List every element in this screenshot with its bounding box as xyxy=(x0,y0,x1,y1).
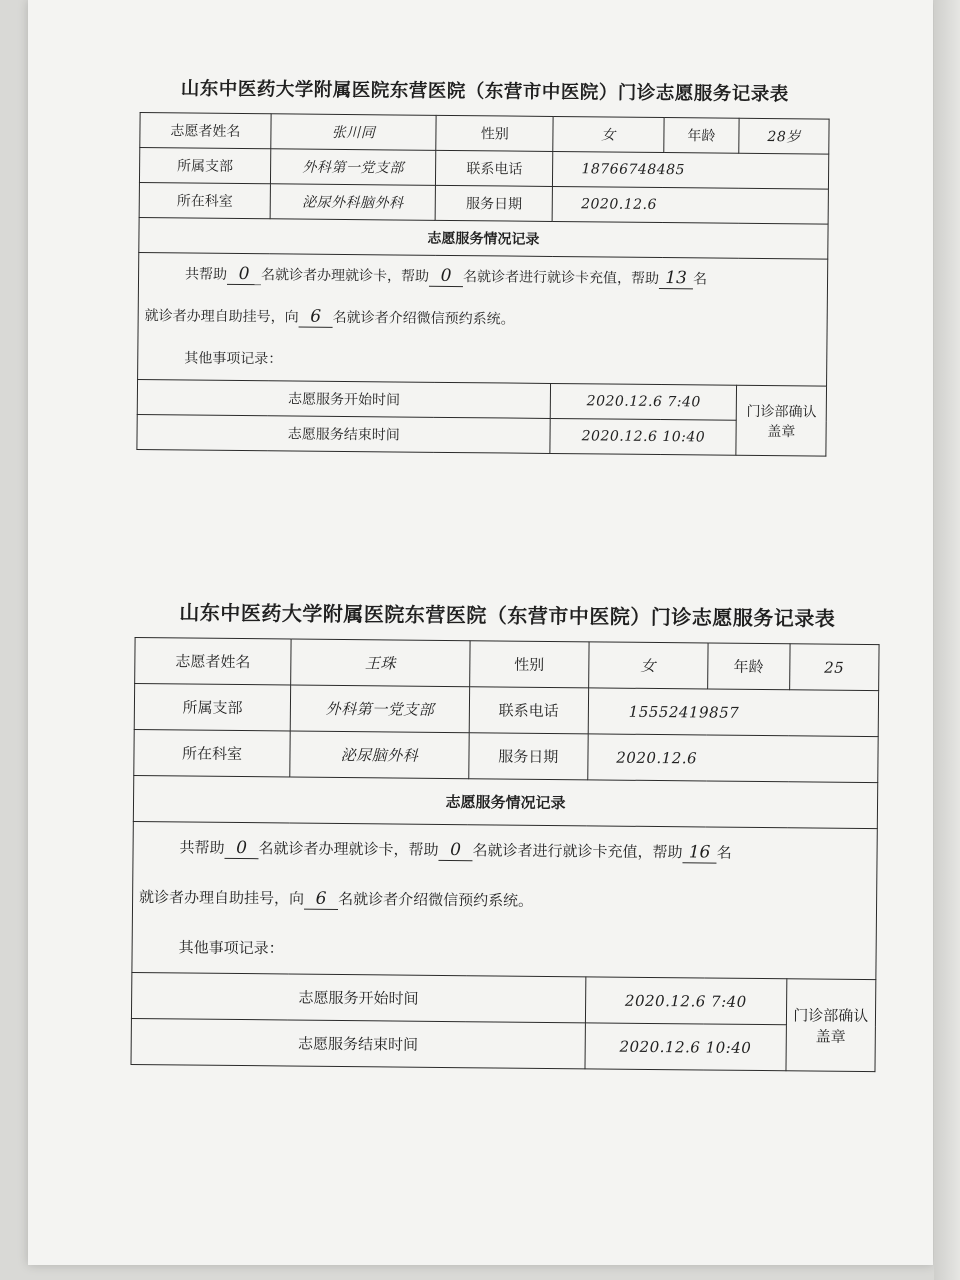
service-record xyxy=(132,821,877,979)
form-title: 山东中医药大学附属医院东营医院（东营市中医院）门诊志愿服务记录表 xyxy=(180,78,789,106)
branch-label: 所属支部 xyxy=(134,684,291,731)
end-time-label: 志愿服务结束时间 xyxy=(137,414,551,453)
recharge-count: 0 xyxy=(439,840,473,861)
gender-value: 女 xyxy=(553,116,664,152)
record-text: 名就诊者介绍微信预约系统。 xyxy=(332,309,515,328)
record-text: 就诊者办理自助挂号，向 xyxy=(144,308,299,326)
registration-count: 16 xyxy=(683,842,717,863)
date-value: 2020.12.6 xyxy=(552,186,828,224)
card-count: 0 xyxy=(224,838,258,859)
background-edge xyxy=(934,0,960,1280)
record-text: 名就诊者办理就诊卡，帮助 xyxy=(258,839,439,859)
recharge-count: 0 xyxy=(429,266,463,287)
name-value: 王珠 xyxy=(291,639,470,687)
record-text: 共帮助 xyxy=(185,266,228,283)
registration-count: 13 xyxy=(659,268,693,289)
phone-value: 15552419857 xyxy=(588,688,879,737)
record-text: 名就诊者办理就诊卡，帮助 xyxy=(260,267,430,285)
dept-value: 泌尿脑外科 xyxy=(290,731,469,779)
start-time-value: 2020.12.6 7:40 xyxy=(551,383,737,420)
card-count: 0 xyxy=(227,264,261,285)
form-title: 山东中医药大学附属医院东营医院（东营市中医院）门诊志愿服务记录表 xyxy=(179,600,836,631)
end-time-value: 2020.12.6 10:40 xyxy=(550,418,736,455)
age-value: 25 xyxy=(789,644,879,691)
branch-value: 外科第一党支部 xyxy=(290,685,469,733)
start-time-value: 2020.12.6 7:40 xyxy=(585,977,786,1025)
gender-label: 性别 xyxy=(469,641,588,688)
age-label: 年龄 xyxy=(707,643,789,690)
other-notes-label: 其他事项记录： xyxy=(184,350,283,368)
name-label: 志愿者姓名 xyxy=(135,638,292,685)
wechat-count: 6 xyxy=(304,889,338,910)
record-text: 名就诊者进行就诊卡充值，帮助 xyxy=(462,269,660,287)
dept-label: 所在科室 xyxy=(139,182,270,218)
record-text: 名就诊者介绍微信预约系统。 xyxy=(338,889,534,910)
end-time-value: 2020.12.6 10:40 xyxy=(585,1023,786,1071)
wechat-count: 6 xyxy=(299,307,333,328)
phone-label: 联系电话 xyxy=(469,687,588,734)
gender-value: 女 xyxy=(588,642,707,689)
volunteer-form-2 xyxy=(130,596,879,1072)
record-text: 名 xyxy=(692,271,708,288)
gender-label: 性别 xyxy=(436,115,553,151)
branch-value: 外科第一党支部 xyxy=(270,149,436,186)
volunteer-form-1 xyxy=(136,74,830,457)
record-line-1 xyxy=(139,822,870,879)
record-text: 名就诊者进行就诊卡充值，帮助 xyxy=(472,841,683,862)
record-line-2 xyxy=(139,872,870,929)
date-label: 服务日期 xyxy=(469,733,588,780)
form-table xyxy=(130,637,879,1072)
phone-value: 18766748485 xyxy=(553,151,829,189)
date-value: 2020.12.6 xyxy=(588,734,879,783)
date-label: 服务日期 xyxy=(435,185,552,221)
phone-label: 联系电话 xyxy=(436,150,553,186)
record-line-1 xyxy=(145,253,821,301)
dept-value: 泌尿外科脑外科 xyxy=(270,184,436,221)
seal-label: 门诊部确认盖章 xyxy=(736,385,826,456)
section-heading: 志愿服务情况记录 xyxy=(139,217,828,259)
end-time-label: 志愿服务结束时间 xyxy=(131,1018,585,1068)
age-label: 年龄 xyxy=(663,118,739,154)
age-value: 28岁 xyxy=(739,118,829,154)
name-label: 志愿者姓名 xyxy=(140,113,271,149)
section-heading: 志愿服务情况记录 xyxy=(133,775,877,828)
service-record xyxy=(138,252,828,386)
record-text: 名 xyxy=(716,843,732,862)
record-line-2 xyxy=(144,295,820,343)
start-time-label: 志愿服务开始时间 xyxy=(137,379,551,418)
seal-label: 门诊部确认盖章 xyxy=(786,979,876,1072)
record-text: 就诊者办理自助挂号，向 xyxy=(139,888,305,908)
other-notes-label: 其他事项记录： xyxy=(178,938,284,958)
branch-label: 所属支部 xyxy=(139,148,270,184)
start-time-label: 志愿服务开始时间 xyxy=(131,972,585,1022)
record-text: 共帮助 xyxy=(179,838,225,857)
dept-label: 所在科室 xyxy=(134,729,291,776)
name-value: 张川同 xyxy=(271,114,437,151)
form-table xyxy=(136,112,829,457)
